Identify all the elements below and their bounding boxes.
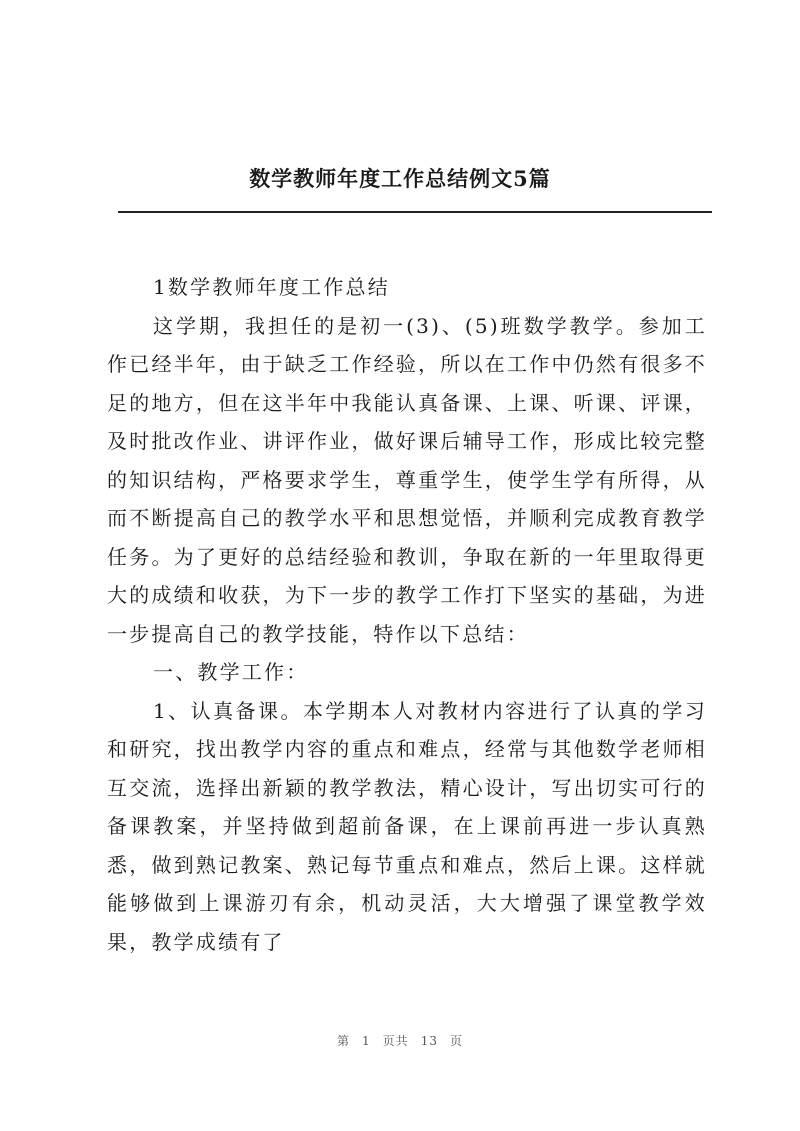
footer-page-number: 1 — [362, 1034, 371, 1048]
body-paragraph: 1、认真备课。本学期本人对教材内容进行了认真的学习和研究，找出教学内容的重点和难点，经常与其他数学老师相互交流，选择出新颖的教学教法，精心设计，写出切实可行的备课教案，并坚持做到超前备课，在上课前再进一步认真熟悉，做到熟记教案、熟记每节重点和难点，然后上课。这样就能够做到上课游刃有余，机动灵活，大大增强了课堂教学效果，教学成绩有了 — [107, 698, 707, 954]
footer-suffix: 页 — [449, 1034, 463, 1048]
title-underline — [118, 211, 712, 213]
footer-total-pages: 13 — [420, 1034, 438, 1048]
footer-mid: 页共 — [382, 1034, 409, 1048]
footer-prefix: 第 — [337, 1034, 351, 1048]
page-footer — [0, 1032, 800, 1049]
document-title: 数学教师年度工作总结例文5篇 — [249, 166, 551, 191]
document-body — [107, 268, 707, 961]
subsection-heading: 一、教学工作： — [153, 660, 309, 684]
body-paragraph: 这学期，我担任的是初一(3)、(5)班数学教学。参加工作已经半年，由于缺乏工作经验，所以在工作中仍然有很多不足的地方，但在这半年中我能认真备课、上课、听课、评课，及时批改作业、讲评作业，做好课后辅导工作，形成比较完整的知识结构，严格要求学生，尊重学生，使学生学有所得，从而不断提高自己的教学水平和思想觉悟，并顺利完成教育教学任务。为了更好的总结经验和教训，争取在新的一年里取得更大的成绩和收获，为下一步的教学工作打下坚实的基础，为进一步提高自己的教学技能，特作以下总结： — [107, 313, 707, 646]
section-heading: 1数学教师年度工作总结 — [153, 275, 390, 299]
